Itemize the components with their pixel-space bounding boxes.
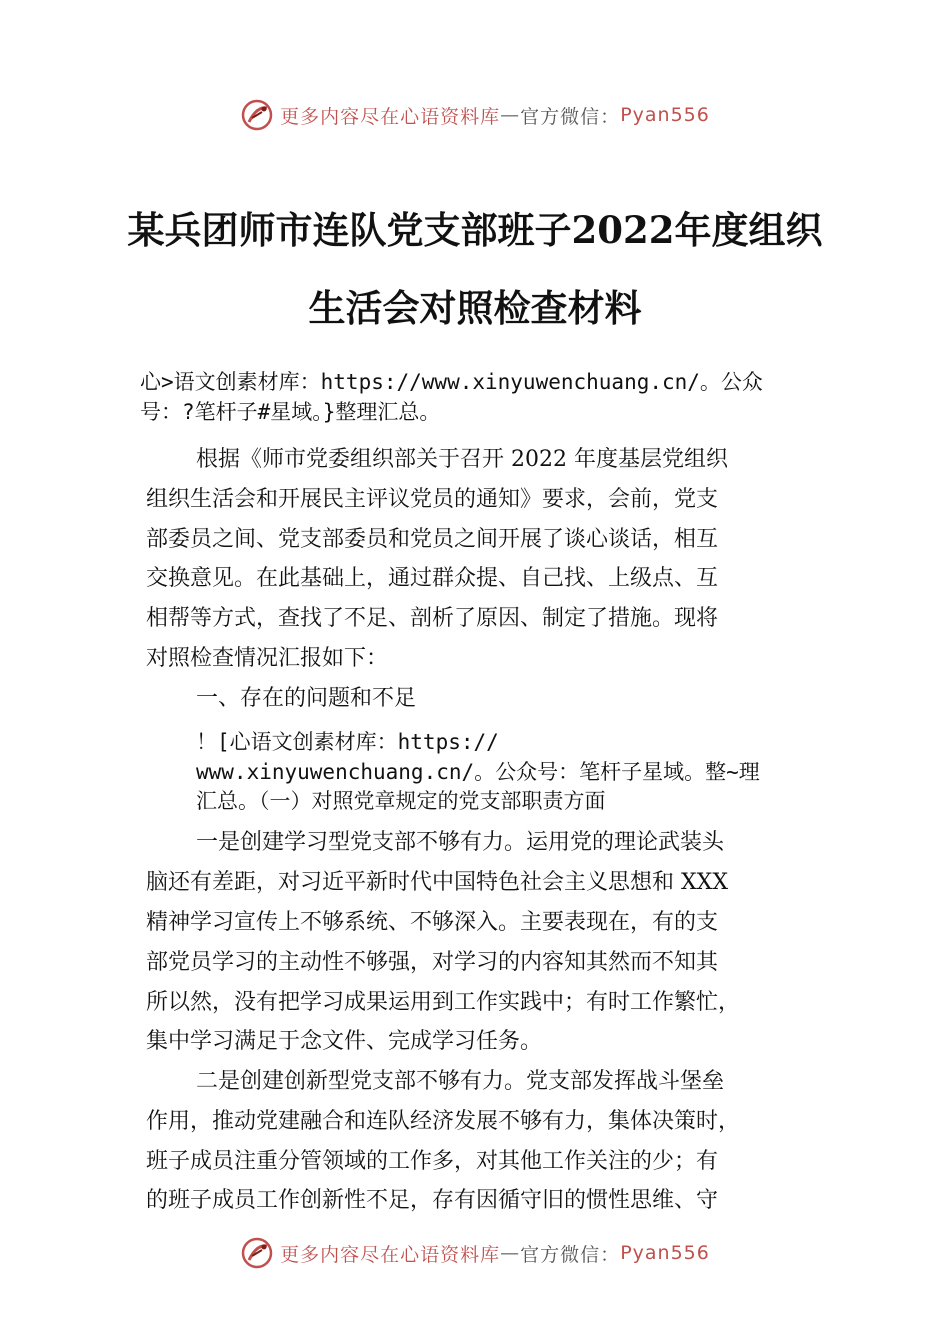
section-heading: 一、存在的问题和不足 (196, 686, 417, 711)
header-banner (0, 95, 950, 135)
body-line: 组织生活会和开展民主评议党员的通知》要求，会前，党支 (146, 487, 719, 512)
banner-text: 更多内容尽在心语资料库 (280, 105, 501, 128)
banner-wechat-id: Pyan556 (620, 1242, 710, 1264)
banner-wechat-label: 官方微信： (520, 1243, 621, 1266)
body-line: 对照检查情况汇报如下： (146, 646, 389, 671)
body-line: 部委员之间、党支部委员和党员之间开展了谈心谈话，相互 (146, 527, 719, 552)
banner-wechat-id: Pyan556 (620, 104, 710, 126)
logo-icon (240, 98, 274, 132)
body-line: 根据《师市党委组织部关于召开 2022 年度基层党组织 (196, 447, 728, 472)
watermark-line: 汇总。（一）对照党章规定的党支部职责方面 (196, 789, 606, 813)
body-line: 班子成员注重分管领域的工作多，对其他工作关注的少；有 (146, 1149, 719, 1174)
footer-banner (0, 1233, 950, 1273)
body-line: 的班子成员工作创新性不足，存有因循守旧的惯性思维、守 (146, 1188, 719, 1213)
body-line: 一是创建学习型党支部不够有力。运用党的理论武装头 (196, 830, 725, 855)
watermark-line: ！[心语文创素材库：https:// (196, 730, 499, 754)
body-line: 脑还有差距，对习近平新时代中国特色社会主义思想和 XXX (146, 870, 728, 895)
body-line: 集中学习满足于念文件、完成学习任务。 (146, 1029, 543, 1054)
body-line: 二是创建创新型党支部不够有力。党支部发挥战斗堡垒 (196, 1069, 725, 1094)
body-line: 所以然，没有把学习成果运用到工作实践中；有时工作繁忙， (146, 990, 741, 1015)
banner-separator: — (500, 104, 521, 126)
body-line: 精神学习宣传上不够系统、不够深入。主要表现在，有的支 (146, 910, 719, 935)
body-line: 相帮等方式，查找了不足、剖析了原因、制定了措施。现将 (146, 606, 719, 631)
banner-wechat-label: 官方微信： (520, 105, 621, 128)
document-title-line1: 某兵团师市连队党支部班子2022年度组织 (127, 208, 823, 252)
watermark-line: 心>语文创素材库：https://www.xinyuwenchuang.cn/。公众 (140, 370, 763, 394)
banner-text: 更多内容尽在心语资料库 (280, 1243, 501, 1266)
body-line: 作用，推动党建融合和连队经济发展不够有力，集体决策时， (146, 1109, 741, 1134)
body-line: 部党员学习的主动性不够强，对学习的内容知其然而不知其 (146, 950, 719, 975)
body-line: 交换意见。在此基础上，通过群众提、自己找、上级点、互 (146, 566, 719, 591)
document-title-line2: 生活会对照检查材料 (308, 286, 642, 330)
logo-icon (240, 1236, 274, 1270)
banner-separator: — (500, 1242, 521, 1264)
watermark-line: www.xinyuwenchuang.cn/。公众号：笔杆子星域。整~理 (196, 760, 760, 784)
watermark-line: 号：?笔杆子#星域。}整理汇总。 (140, 400, 441, 424)
